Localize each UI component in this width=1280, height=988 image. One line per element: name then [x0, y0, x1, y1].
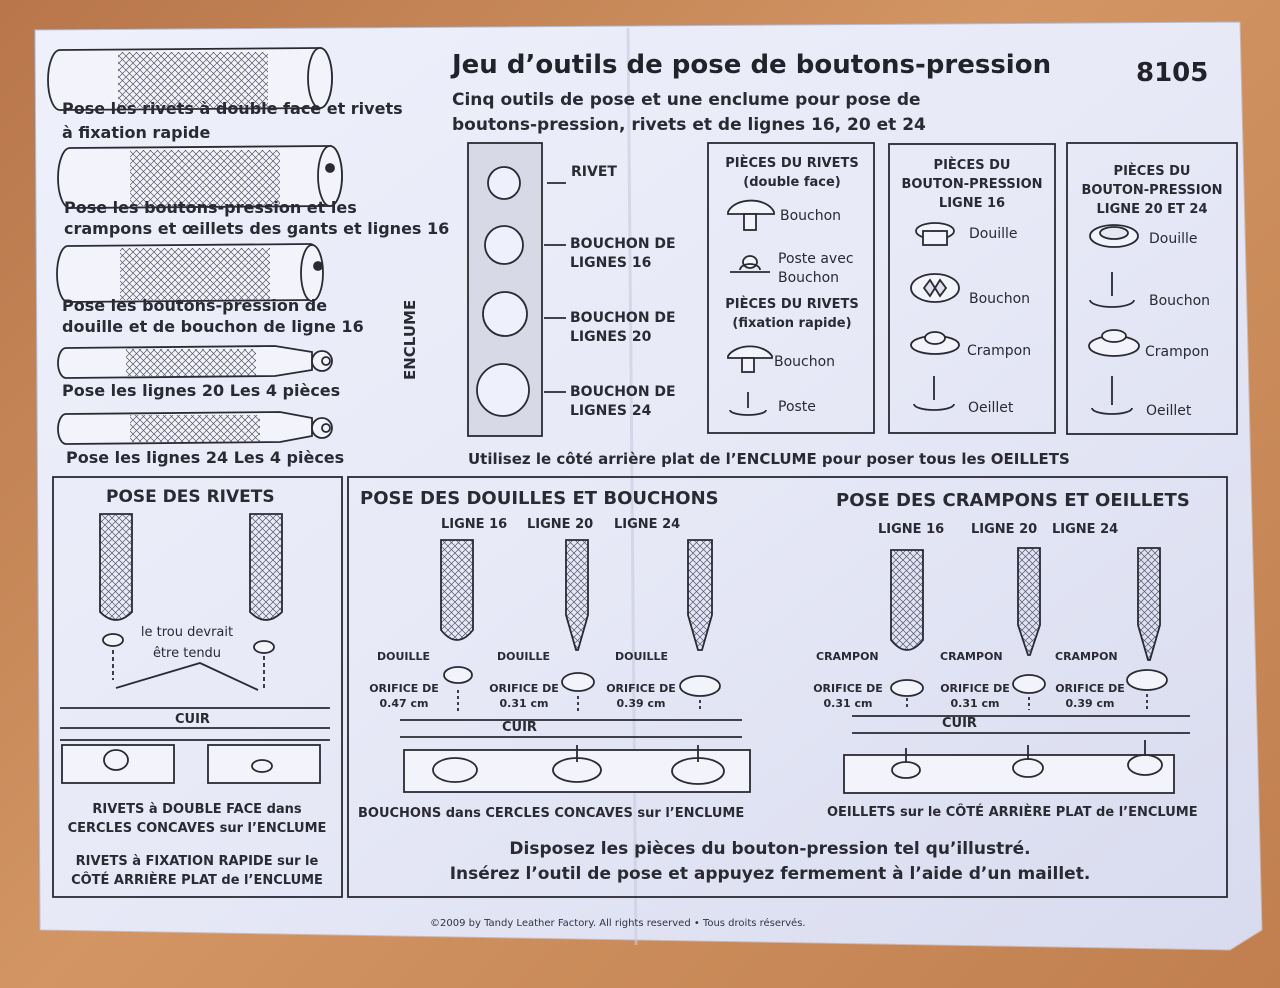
parts-rivets-rapid-item-bouchon: Bouchon — [774, 354, 836, 370]
pose-crampons-title: POSE DES CRAMPONS ET OEILLETS — [836, 490, 1190, 511]
pose-douilles-hole-1: ORIFICE DE 0.47 cm — [369, 682, 439, 710]
pose-crampons-line-20: LIGNE 20 — [971, 522, 1038, 537]
anvil-label: ENCLUME — [401, 299, 419, 380]
sheet-title: Jeu d’outils de pose de boutons-pression — [452, 50, 1052, 80]
parts-rivets-rapid-title: PIÈCES DU RIVETS (fixation rapide) — [725, 297, 859, 331]
pose-douilles-line-16: LIGNE 16 — [441, 517, 508, 532]
tool-2-caption: Pose les boutons-pression et les crampons et œillets des gants et lignes 16 — [64, 198, 450, 238]
pose-rivets-caption-2: RIVETS à FIXATION RAPIDE sur le CÔTÉ ARRIÈRE PLAT de l’ENCLUME — [71, 854, 323, 888]
pose-rivets-title: POSE DES RIVETS — [106, 487, 275, 507]
pose-douilles-title: POSE DES DOUILLES ET BOUCHONS — [360, 488, 719, 509]
parts-rivets-rapid-item-poste: Poste — [778, 399, 816, 415]
tool-4-caption: Pose les lignes 20 Les 4 pièces — [62, 381, 341, 400]
parts-ligne2024-item-bouchon: Bouchon — [1149, 293, 1211, 309]
pose-crampons-line-24: LIGNE 24 — [1052, 522, 1119, 537]
pose-crampons-leather-label: CUIR — [942, 716, 977, 731]
sheet-subtitle: Cinq outils de pose et une enclume pour pose de boutons-pression, rivets et de lignes 16, 20 et 24 — [452, 90, 926, 135]
parts-ligne2024-item-crampon: Crampon — [1145, 344, 1210, 360]
anvil-callout-ligne20: BOUCHON DE LIGNES 20 — [570, 310, 676, 345]
pose-rivets-leather-label: CUIR — [175, 712, 210, 727]
pose-douilles-part-label-3: DOUILLE — [615, 650, 669, 663]
parts-rivets-double-item-poste: Poste avec Bouchon — [778, 251, 854, 286]
tool-3-caption: Pose les boutons-pression de douille et de bouchon de ligne 16 — [62, 296, 364, 336]
parts-ligne16-item-bouchon: Bouchon — [969, 291, 1031, 307]
parts-ligne16-item-oeillet: Oeillet — [968, 400, 1014, 416]
parts-ligne16-item-crampon: Crampon — [967, 343, 1032, 359]
tool-4-drawing — [58, 346, 332, 378]
pose-douilles-hole-3: ORIFICE DE 0.39 cm — [606, 682, 676, 710]
pose-douilles-line-20: LIGNE 20 — [527, 517, 594, 532]
tool-1-caption: Pose les rivets à double face et rivets à fixation rapide — [62, 99, 403, 142]
parts-ligne2024-item-douille: Douille — [1149, 231, 1198, 247]
parts-ligne2024-item-oeillet: Oeillet — [1146, 403, 1192, 419]
pose-douilles-leather-label: CUIR — [502, 720, 537, 735]
parts-ligne16-title: PIÈCES DU BOUTON-PRESSION LIGNE 16 — [901, 158, 1043, 211]
pose-crampons-line-16: LIGNE 16 — [878, 522, 945, 537]
pose-crampons-part-label-1: CRAMPON — [816, 650, 879, 663]
pose-douilles-hole-2: ORIFICE DE 0.31 cm — [489, 682, 559, 710]
parts-ligne2024-title: PIÈCES DU BOUTON-PRESSION LIGNE 20 ET 24 — [1081, 164, 1223, 217]
flat-side-note: Utilisez le côté arrière plat de l’ENCLUME pour poser tous les OEILLETS — [468, 450, 1070, 468]
anvil-callout-rivet: RIVET — [571, 164, 617, 180]
pose-rivets-caption-1: RIVETS à DOUBLE FACE dans CERCLES CONCAVES sur l’ENCLUME — [67, 802, 327, 836]
pose-crampons-part-label-3: CRAMPON — [1055, 650, 1118, 663]
copyright-footer: ©2009 by Tandy Leather Factory. All rights reserved • Tous droits réservés. — [430, 918, 806, 929]
parts-ligne16-item-douille: Douille — [969, 226, 1018, 242]
parts-rivets-double-item-bouchon: Bouchon — [780, 208, 842, 224]
pose-crampons-caption: OEILLETS sur le CÔTÉ ARRIÈRE PLAT de l’ENCLUME — [827, 805, 1198, 820]
anvil-callout-ligne24: BOUCHON DE LIGNES 24 — [570, 384, 676, 419]
parts-rivets-double-title: PIÈCES DU RIVETS (double face) — [725, 156, 859, 190]
assembly-instructions: Disposez les pièces du bouton-pression tel qu’illustré. Insérez l’outil de pose et appuyez fermement à l’aide d’un maillet. — [449, 839, 1091, 884]
pose-crampons-hole-1: ORIFICE DE 0.31 cm — [813, 682, 883, 710]
pose-crampons-part-label-2: CRAMPON — [940, 650, 1003, 663]
tool-5-caption: Pose les lignes 24 Les 4 pièces — [66, 448, 345, 467]
tool-3-drawing — [57, 244, 323, 302]
tool-5-drawing — [58, 412, 332, 444]
pose-rivets-note: le trou devrait être tendu — [140, 625, 234, 661]
pose-douilles-caption: BOUCHONS dans CERCLES CONCAVES sur l’ENCLUME — [358, 806, 745, 821]
pose-douilles-part-label-2: DOUILLE — [497, 650, 551, 663]
pose-crampons-hole-2: ORIFICE DE 0.31 cm — [940, 682, 1010, 710]
pose-douilles-part-label-1: DOUILLE — [377, 650, 431, 663]
pose-crampons-hole-3: ORIFICE DE 0.39 cm — [1055, 682, 1125, 710]
pose-douilles-line-24: LIGNE 24 — [614, 517, 681, 532]
anvil-callout-ligne16: BOUCHON DE LIGNES 16 — [570, 236, 676, 271]
product-number: 8105 — [1136, 58, 1209, 88]
